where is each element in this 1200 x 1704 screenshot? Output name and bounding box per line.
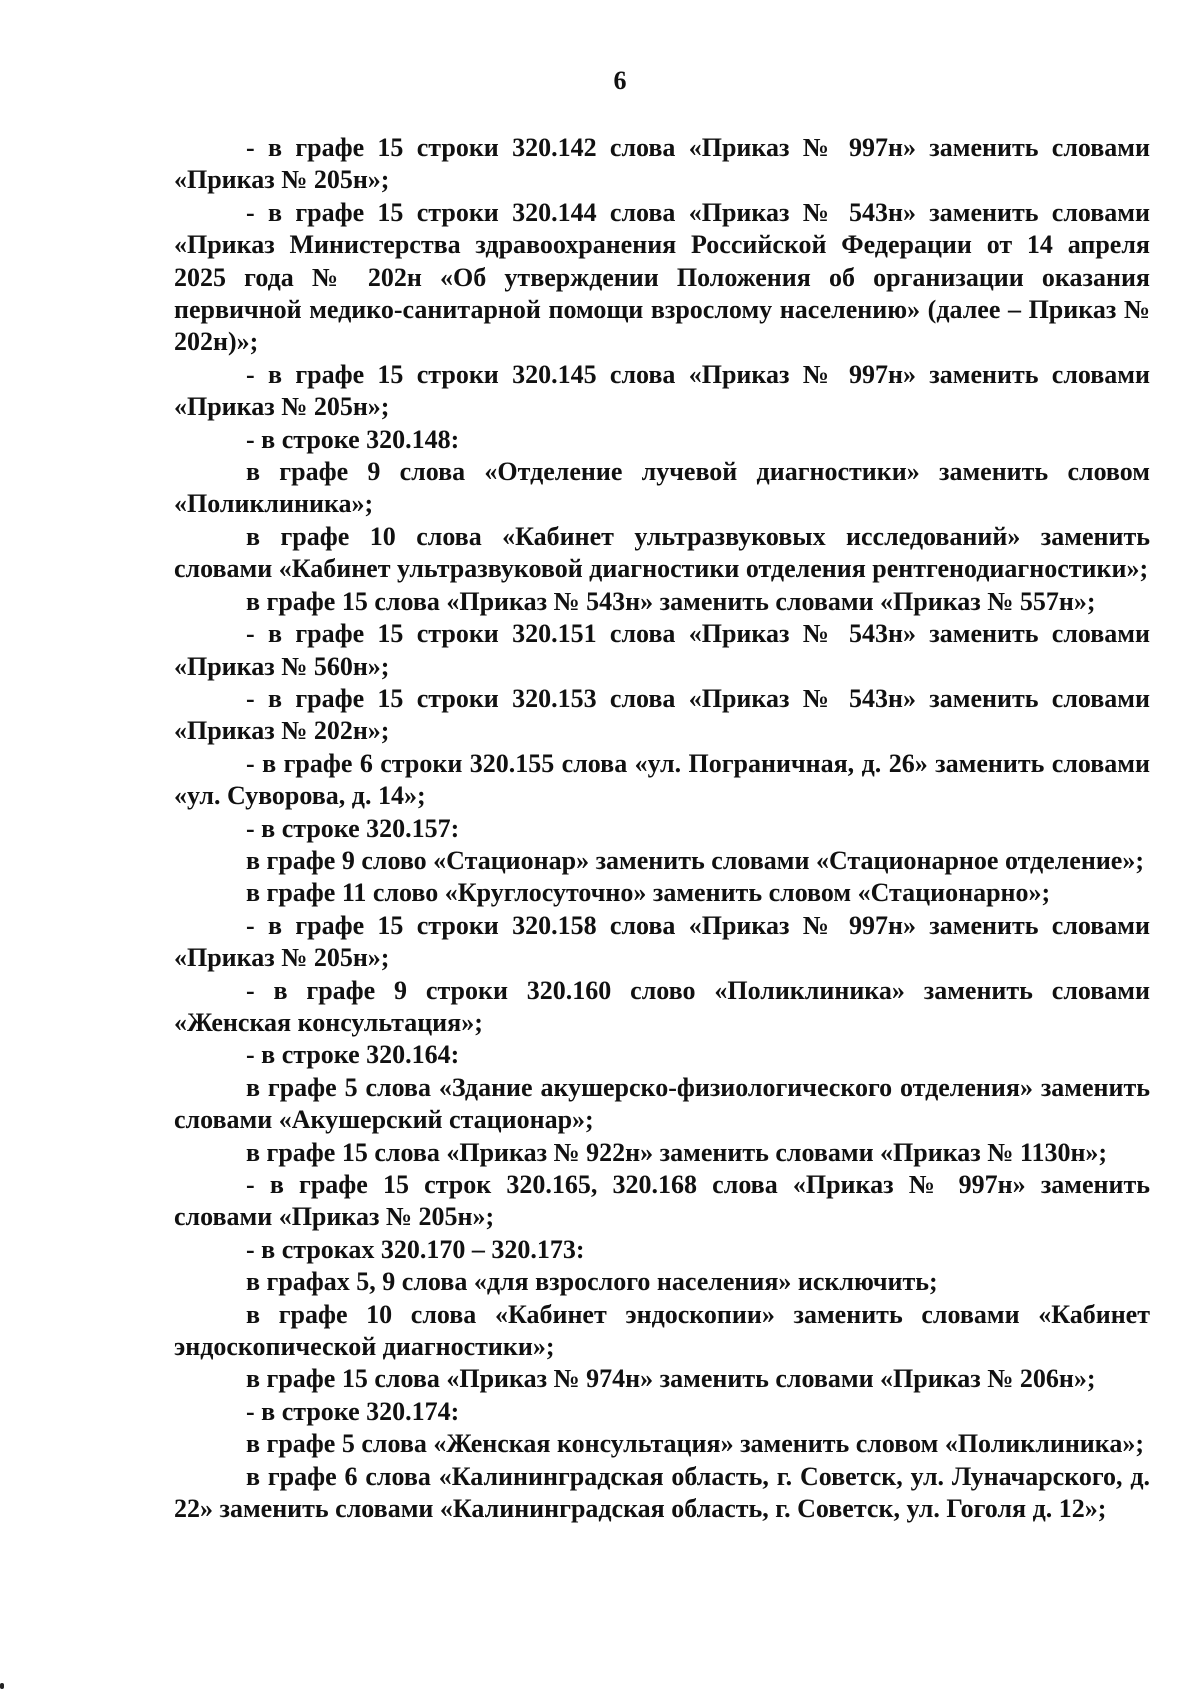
paragraph: в графе 15 слова «Приказ № 543н» заменить словами «Приказ № 557н»;	[246, 586, 1096, 616]
paragraph: - в графе 15 строк 320.165, 320.168 слова «Приказ № 997н» заменить словами «Приказ № 205н»;	[174, 1170, 1150, 1232]
document-body	[174, 132, 1150, 1525]
paragraph: в графе 10 слова «Кабинет ультразвуковых исследований» заменить словами «Кабинет ультразвуковой диагностики отделения рентгенодиагностики»;	[174, 521, 1150, 584]
paragraph: в графе 9 слово «Стационар» заменить словами «Стационарное отделение»;	[246, 845, 1145, 875]
paragraph: - в строке 320.148:	[246, 424, 460, 454]
paragraph: - в строке 320.157:	[246, 813, 460, 843]
paragraph: - в графе 15 строки 320.144 слова «Приказ № 543н» заменить словами «Приказ Министерства здравоохранения Российской Федерации от 14 апреля 2025 года № 202н «Об утверждении Положения об организации оказания первичной медико-санитарной помощи взрослому населению» (далее – Приказ № 202н)»;	[174, 197, 1150, 357]
paragraph: в графе 15 слова «Приказ № 974н» заменить словами «Приказ № 206н»;	[246, 1364, 1096, 1394]
paragraph: - в графе 6 строки 320.155 слова «ул. Пограничная, д. 26» заменить словами «ул. Суворова, д. 14»;	[174, 748, 1150, 811]
paragraph: в графе 11 слово «Круглосуточно» заменить словом «Стационарно»;	[246, 878, 1051, 908]
paragraph: в графе 5 слова «Женская консультация» заменить словом «Поликлиника»;	[246, 1429, 1145, 1459]
paragraph: - в графе 15 строки 320.145 слова «Приказ № 997н» заменить словами «Приказ № 205н»;	[174, 359, 1150, 422]
paragraph: - в графе 9 строки 320.160 слово «Поликлиника» заменить словами «Женская консультация»;	[174, 975, 1150, 1037]
paragraph: - в графе 15 строки 320.158 слова «Приказ № 997н» заменить словами «Приказ № 205н»;	[174, 910, 1150, 973]
paragraph: в графе 10 слова «Кабинет эндоскопии» заменить словами «Кабинет эндоскопической диагностики»;	[174, 1299, 1150, 1362]
paragraph: в графе 5 слова «Здание акушерско-физиологического отделения» заменить словами «Акушерский стационар»;	[174, 1072, 1150, 1135]
scan-mark	[0, 1683, 4, 1689]
paragraph: в графе 6 слова «Калининградская область, г. Советск, ул. Луначарского, д. 22» заменить словами «Калининградская область, г. Советск, ул. Гоголя д. 12»;	[174, 1461, 1150, 1524]
paragraph: в графе 15 слова «Приказ № 922н» заменить словами «Приказ № 1130н»;	[246, 1137, 1108, 1167]
paragraph: - в строке 320.164:	[246, 1040, 460, 1070]
paragraph: в графах 5, 9 слова «для взрослого населения» исключить;	[246, 1267, 938, 1297]
paragraph: - в графе 15 строки 320.142 слова «Приказ № 997н» заменить словами «Приказ № 205н»;	[174, 133, 1150, 195]
paragraph: - в строке 320.174:	[246, 1396, 460, 1426]
paragraph: - в графе 15 строки 320.151 слова «Приказ № 543н» заменить словами «Приказ № 560н»;	[174, 619, 1150, 681]
paragraph: - в строках 320.170 – 320.173:	[246, 1234, 585, 1264]
page-number: 6	[613, 66, 627, 95]
paragraph: в графе 9 слова «Отделение лучевой диагностики» заменить словом «Поликлиника»;	[174, 457, 1150, 519]
paragraph: - в графе 15 строки 320.153 слова «Приказ № 543н» заменить словами «Приказ № 202н»;	[174, 683, 1150, 746]
